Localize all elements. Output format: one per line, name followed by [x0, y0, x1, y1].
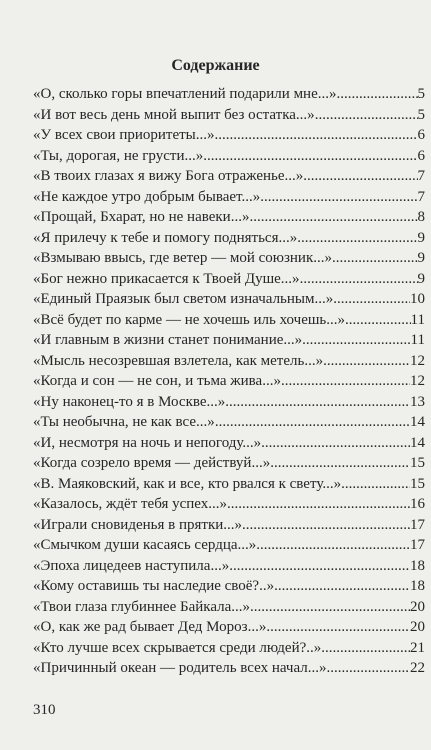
toc-dot-leader [215, 125, 418, 146]
toc-entry [33, 146, 425, 167]
toc-entry-title: «Не каждое утро добрым бывает...» [33, 188, 261, 205]
toc-dot-leader [281, 371, 410, 392]
toc-dot-leader [261, 433, 410, 454]
toc-entry [33, 228, 425, 249]
toc-entry [33, 474, 425, 495]
toc-entry-page: 17 [410, 516, 425, 533]
toc-dot-leader [215, 412, 410, 433]
toc-entry-page: 12 [410, 373, 425, 389]
toc-entry-title: «Ты, дорогая, не грусти...» [33, 147, 204, 164]
toc-entry-page: 5 [417, 106, 425, 123]
toc-entry-page: 7 [417, 168, 425, 184]
toc-entry-page: 16 [410, 496, 425, 512]
toc-entry [33, 556, 425, 577]
toc-entry-page: 9 [417, 250, 425, 266]
toc-entry [33, 658, 425, 679]
toc-dot-leader [260, 187, 417, 208]
toc-entry [33, 494, 425, 515]
toc-entry-page: 18 [410, 557, 425, 574]
toc-entry-page: 8 [417, 209, 425, 225]
toc-dot-leader [345, 310, 411, 331]
toc-dot-leader [323, 351, 410, 372]
toc-entry-page: 11 [410, 332, 425, 348]
toc-dot-leader [315, 105, 418, 126]
toc-entry-page: 21 [410, 639, 425, 656]
toc-entry [33, 269, 425, 290]
toc-entry-page: 15 [410, 455, 425, 471]
toc-entry [33, 638, 425, 659]
toc-entry-page: 10 [410, 291, 425, 307]
toc-entry [33, 187, 425, 208]
toc-dot-leader [256, 535, 410, 556]
toc-entry-title: «И, несмотря на ночь и непогоду...» [33, 434, 262, 451]
toc-entry [33, 515, 425, 536]
toc-entry-title: «Когда и сон — не сон, и тьма жива...» [33, 373, 281, 389]
toc-entry-title: «Мысль несозревшая взлетела, как метель...» [33, 352, 324, 369]
toc-entry [33, 125, 425, 146]
toc-entry-title: «Единый Праязык был светом изначальным...» [33, 291, 334, 307]
toc-entry-page: 6 [417, 127, 425, 143]
page-number: 310 [33, 702, 56, 718]
toc-entry-page: 9 [417, 229, 425, 246]
toc-entry-title: «Ты необычна, не как все...» [33, 414, 215, 430]
toc-entry [33, 576, 425, 597]
toc-entry-title: «Кому оставишь ты наследие своё?..» [33, 578, 275, 594]
toc-dot-leader [321, 638, 410, 659]
toc-entry [33, 105, 425, 126]
toc-entry-title: «Бог нежно прикасается к Твоей Душе...» [33, 270, 300, 287]
toc-dot-leader [327, 658, 411, 679]
toc-dot-leader [333, 289, 410, 310]
page-title: Содержание [171, 57, 260, 74]
toc-entry-page: 20 [410, 598, 425, 615]
toc-entry [33, 617, 425, 638]
toc-entry [33, 453, 425, 474]
toc-entry-page: 14 [410, 434, 425, 451]
toc-entry-title: «В. Маяковский, как и все, кто рвался к свету...» [33, 475, 342, 492]
toc-entry-title: «Казалось, ждёт тебя успех...» [33, 496, 228, 512]
toc-entry-page: 20 [410, 619, 425, 635]
toc-dot-leader [227, 494, 410, 515]
toc-dot-leader [300, 269, 418, 290]
toc-entry-page: 14 [410, 414, 425, 430]
toc-entry [33, 535, 425, 556]
toc-dot-leader [242, 515, 410, 536]
toc-entry-page: 13 [410, 393, 425, 410]
toc-entry-title: «Эпоха лицедеев наступила...» [33, 557, 230, 574]
toc-dot-leader [229, 556, 410, 577]
toc-entry-title: «Смычком души касаясь сердца...» [33, 537, 257, 553]
toc-entry-title: «И главным в жизни станет понимание...» [33, 332, 303, 348]
toc-entry-page: 7 [417, 188, 425, 205]
toc-entry-page: 5 [417, 86, 425, 102]
toc-entry [33, 84, 425, 105]
toc-entry [33, 289, 425, 310]
toc-dot-leader [341, 474, 410, 495]
toc-entry-page: 11 [410, 311, 425, 328]
toc-entry [33, 433, 425, 454]
toc-entry [33, 330, 425, 351]
toc-dot-leader [332, 248, 418, 269]
toc-dot-leader [225, 392, 410, 413]
toc-dot-leader [337, 84, 418, 105]
toc-entry-title: «Когда созрело время — действуй...» [33, 455, 271, 471]
toc-dot-leader [297, 228, 417, 249]
toc-entry-title: «О, как же рад бывает Дед Мороз...» [33, 619, 267, 635]
toc-entry-title: «Прощай, Бхарат, но не навеки...» [33, 209, 250, 225]
toc-entry [33, 371, 425, 392]
toc-entry-title: «Твои глаза глубиннее Байкала...» [33, 598, 251, 615]
toc-dot-leader [203, 146, 417, 167]
toc-entry-title: «Играли сновиденья в прятки...» [33, 516, 243, 533]
toc-entry [33, 166, 425, 187]
toc-entry [33, 248, 425, 269]
toc-entry-title: «У всех свои приоритеты...» [33, 127, 215, 143]
toc-entry-title: «Кто лучше всех скрывается среди людей?..» [33, 639, 322, 656]
toc-entry-page: 15 [410, 475, 425, 492]
toc-entry-page: 9 [417, 270, 425, 287]
toc-entry [33, 310, 425, 331]
toc-entry-page: 22 [410, 660, 425, 676]
table-of-contents [33, 84, 425, 679]
toc-entry-title: «Взмываю ввысь, где ветер — мой союзник...» [33, 250, 332, 266]
toc-entry-page: 18 [410, 578, 425, 594]
toc-entry-page: 12 [410, 352, 425, 369]
toc-entry [33, 351, 425, 372]
toc-dot-leader [250, 597, 410, 618]
toc-entry-title: «Я прилечу к тебе и помогу подняться...» [33, 229, 298, 246]
toc-dot-leader [249, 207, 417, 228]
toc-dot-leader [274, 576, 410, 597]
toc-dot-leader [266, 617, 410, 638]
toc-entry-page: 17 [410, 537, 425, 553]
toc-entry [33, 597, 425, 618]
toc-entry-title: «Всё будет по карме — не хочешь иль хочешь...» [33, 311, 346, 328]
toc-entry [33, 412, 425, 433]
toc-dot-leader [303, 166, 417, 187]
toc-entry-page: 6 [417, 147, 425, 164]
toc-entry-title: «В твоих глазах я вижу Бога отраженье...» [33, 168, 304, 184]
toc-entry [33, 392, 425, 413]
toc-entry-title: «Причинный океан — родитель всех начал...» [33, 660, 327, 676]
toc-dot-leader [302, 330, 410, 351]
toc-entry-title: «Ну наконец-то я в Москве...» [33, 393, 226, 410]
toc-entry [33, 207, 425, 228]
toc-entry-title: «И вот весь день мной выпит без остатка...» [33, 106, 315, 123]
toc-dot-leader [270, 453, 410, 474]
toc-entry-title: «О, сколько горы впечатлений подарили мне...» [33, 86, 337, 102]
